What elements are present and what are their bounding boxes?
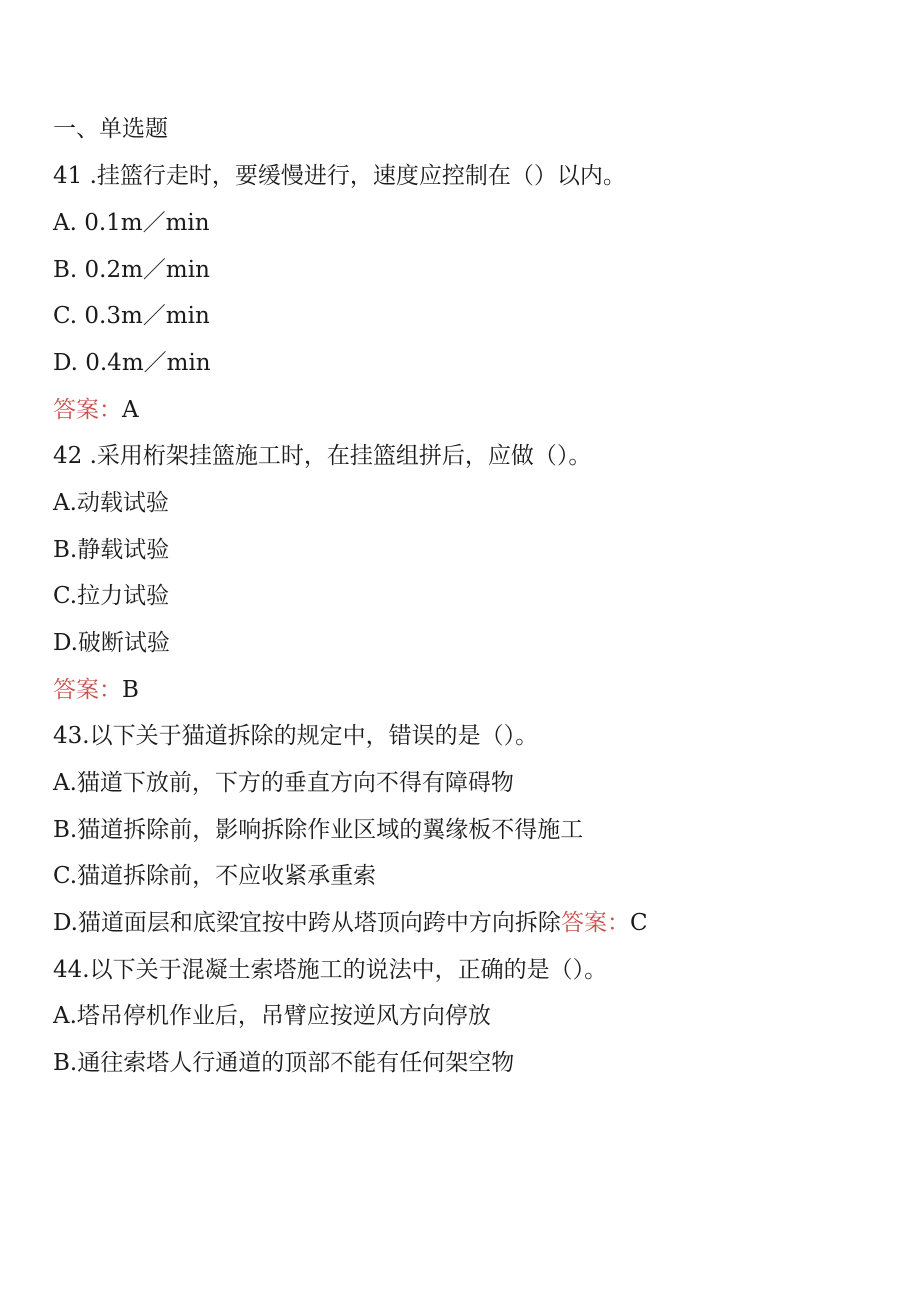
question-41-option-d: D. 0.4m／min: [53, 350, 211, 376]
section-title: 一、单选题: [53, 116, 168, 142]
question-43-option-d: [53, 908, 648, 938]
question-42-option-d: D.破断试验: [53, 630, 170, 656]
question-41-stem: 41 .挂篮行走时，要缓慢进行，速度应控制在（）以内。: [53, 163, 626, 189]
question-43-option-a: A.猫道下放前，下方的垂直方向不得有障碍物: [53, 770, 514, 796]
answer-value: A: [122, 397, 139, 423]
question-42-answer: [53, 675, 139, 705]
question-41-option-b: B. 0.2m／min: [53, 257, 210, 283]
question-44-option-a: A.塔吊停机作业后，吊臂应按逆风方向停放: [53, 1003, 491, 1029]
question-41-answer: [53, 395, 139, 425]
question-43-option-c: C.猫道拆除前，不应收紧承重索: [53, 863, 377, 889]
answer-label: 答案：: [53, 677, 122, 703]
question-42-option-c: C.拉力试验: [53, 583, 170, 609]
question-42-option-b: B.静载试验: [53, 537, 170, 563]
question-43-option-b: B.猫道拆除前，影响拆除作业区域的翼缘板不得施工: [53, 817, 584, 843]
question-41-option-c: C. 0.3m／min: [53, 303, 210, 329]
answer-label: 答案：: [53, 397, 122, 423]
question-41-option-a: A. 0.1m／min: [53, 210, 210, 236]
answer-label: 答案：: [560, 910, 630, 936]
question-44-stem: 44.以下关于混凝土索塔施工的说法中，正确的是（）。: [53, 957, 608, 983]
question-43-stem: 43.以下关于猫道拆除的规定中，错误的是（）。: [53, 723, 539, 749]
question-44-option-b: B.通往索塔人行通道的顶部不能有任何架空物: [53, 1050, 515, 1076]
option-text: D.猫道面层和底梁宜按中跨从塔顶向跨中方向拆除: [53, 910, 561, 936]
question-42-option-a: A.动载试验: [53, 490, 169, 516]
question-42-stem: 42 .采用桁架挂篮施工时，在挂篮组拼后，应做（）。: [53, 443, 592, 469]
answer-value: B: [122, 677, 139, 703]
answer-value: C: [629, 910, 648, 936]
